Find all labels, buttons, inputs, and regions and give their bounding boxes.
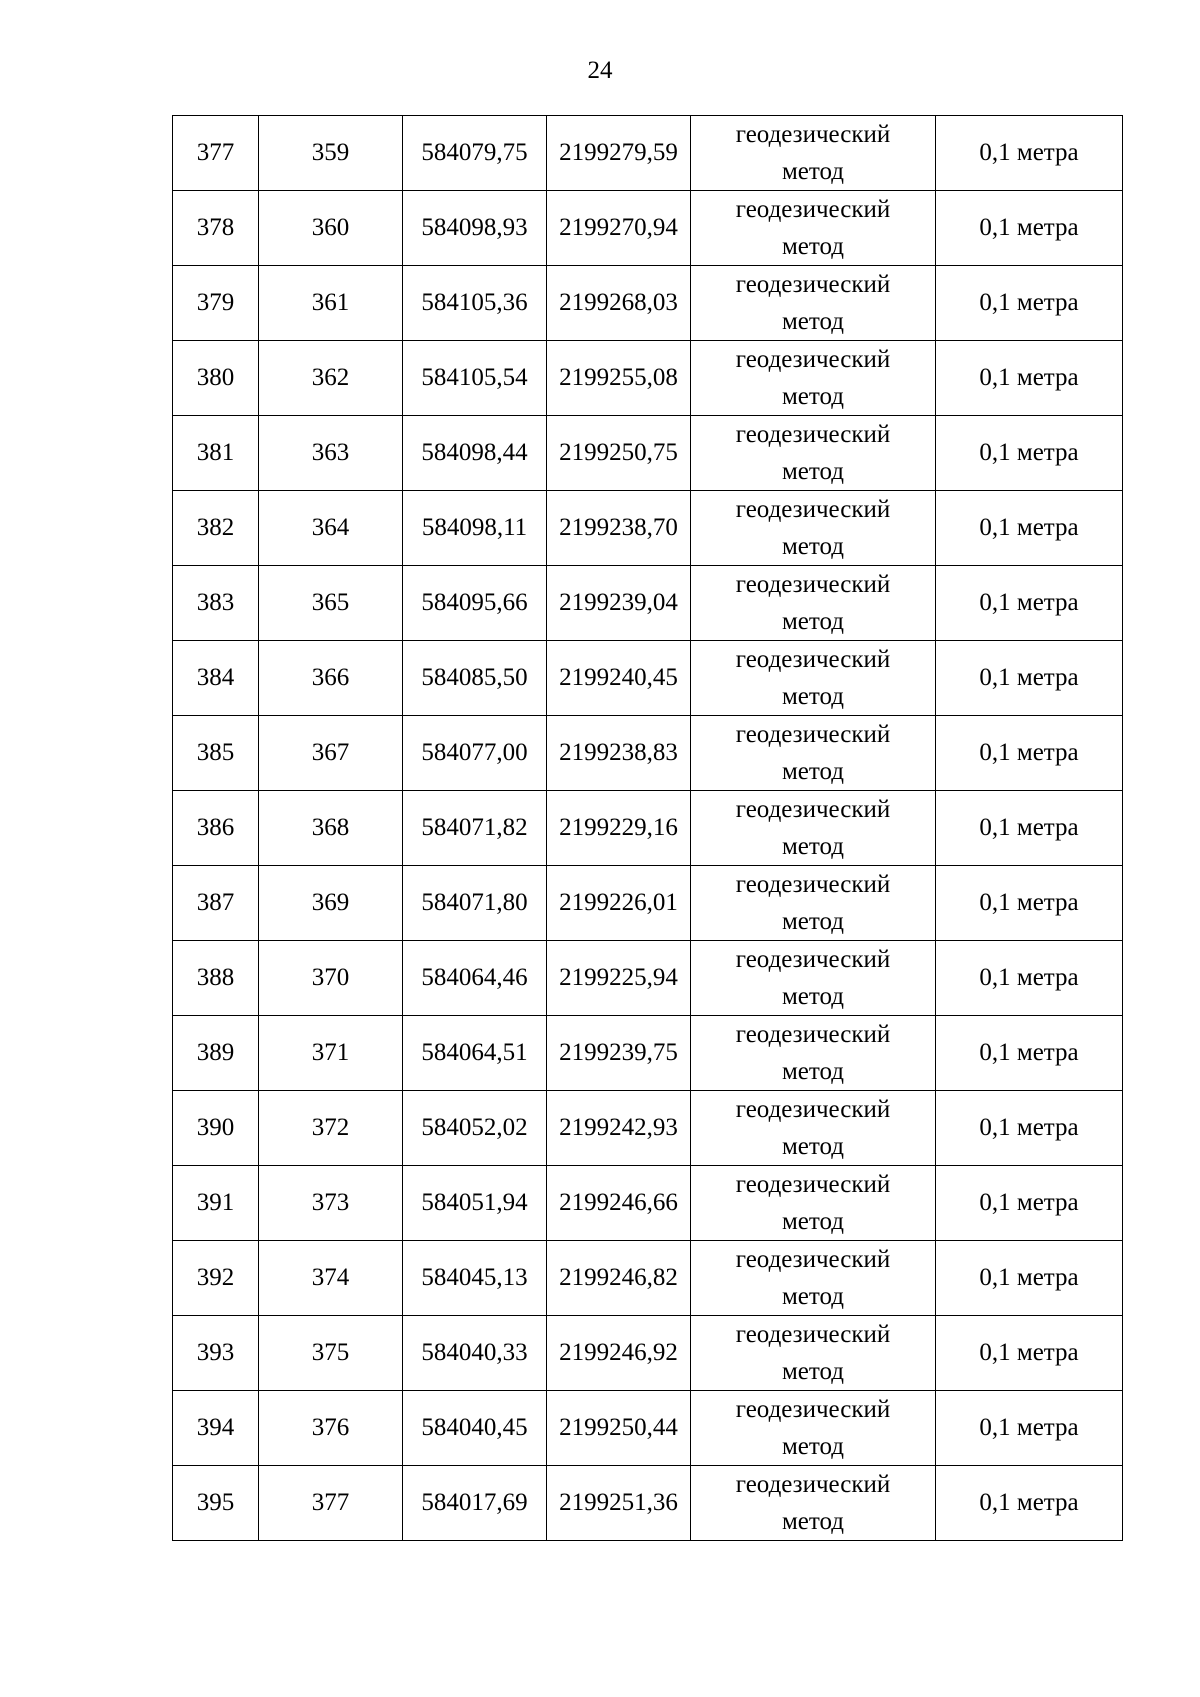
accuracy-cell: 0,1 метра xyxy=(936,641,1123,716)
row-number-cell: 393 xyxy=(173,1316,259,1391)
point-number-cell: 367 xyxy=(259,716,403,791)
x-coordinate-cell: 584040,45 xyxy=(403,1391,547,1466)
point-number-cell: 362 xyxy=(259,341,403,416)
x-coordinate-cell: 584071,82 xyxy=(403,791,547,866)
table-row xyxy=(173,1316,1123,1391)
table-row xyxy=(173,716,1123,791)
method-line-1: геодезический xyxy=(735,796,891,823)
table-row xyxy=(173,1091,1123,1166)
accuracy-cell: 0,1 метра xyxy=(936,491,1123,566)
table-row xyxy=(173,1241,1123,1316)
y-coordinate-cell: 2199246,82 xyxy=(547,1241,691,1316)
coordinates-table-body xyxy=(173,116,1123,1541)
accuracy-cell: 0,1 метра xyxy=(936,1391,1123,1466)
x-coordinate-cell: 584064,51 xyxy=(403,1016,547,1091)
point-number-cell: 372 xyxy=(259,1091,403,1166)
table-row xyxy=(173,1466,1123,1541)
table-row xyxy=(173,266,1123,341)
table-row xyxy=(173,1391,1123,1466)
x-coordinate-cell: 584079,75 xyxy=(403,116,547,191)
row-number-cell: 380 xyxy=(173,341,259,416)
method-line-1: геодезический xyxy=(735,571,891,598)
point-number-cell: 377 xyxy=(259,1466,403,1541)
point-number-cell: 369 xyxy=(259,866,403,941)
row-number-cell: 381 xyxy=(173,416,259,491)
x-coordinate-cell: 584040,33 xyxy=(403,1316,547,1391)
y-coordinate-cell: 2199239,75 xyxy=(547,1016,691,1091)
row-number-cell: 379 xyxy=(173,266,259,341)
method-line-2: метод xyxy=(781,158,844,185)
method-line-1: геодезический xyxy=(735,121,891,148)
method-line-2: метод xyxy=(781,683,844,710)
method-line-2: метод xyxy=(781,233,844,260)
x-coordinate-cell: 584095,66 xyxy=(403,566,547,641)
point-number-cell: 360 xyxy=(259,191,403,266)
accuracy-cell: 0,1 метра xyxy=(936,416,1123,491)
table-row xyxy=(173,1016,1123,1091)
method-cell xyxy=(691,191,936,266)
table-row xyxy=(173,866,1123,941)
method-cell xyxy=(691,566,936,641)
table-row xyxy=(173,116,1123,191)
method-line-2: метод xyxy=(781,1208,844,1235)
method-line-2: метод xyxy=(781,1058,844,1085)
accuracy-cell: 0,1 метра xyxy=(936,1241,1123,1316)
row-number-cell: 382 xyxy=(173,491,259,566)
method-line-1: геодезический xyxy=(735,871,891,898)
accuracy-cell: 0,1 метра xyxy=(936,1166,1123,1241)
x-coordinate-cell: 584051,94 xyxy=(403,1166,547,1241)
row-number-cell: 392 xyxy=(173,1241,259,1316)
x-coordinate-cell: 584017,69 xyxy=(403,1466,547,1541)
method-line-1: геодезический xyxy=(735,421,891,448)
row-number-cell: 385 xyxy=(173,716,259,791)
method-line-1: геодезический xyxy=(735,1471,891,1498)
accuracy-cell: 0,1 метра xyxy=(936,191,1123,266)
point-number-cell: 363 xyxy=(259,416,403,491)
y-coordinate-cell: 2199246,92 xyxy=(547,1316,691,1391)
point-number-cell: 371 xyxy=(259,1016,403,1091)
accuracy-cell: 0,1 метра xyxy=(936,1466,1123,1541)
method-line-1: геодезический xyxy=(735,271,891,298)
row-number-cell: 391 xyxy=(173,1166,259,1241)
row-number-cell: 390 xyxy=(173,1091,259,1166)
accuracy-cell: 0,1 метра xyxy=(936,791,1123,866)
method-line-2: метод xyxy=(781,1433,844,1460)
method-line-2: метод xyxy=(781,758,844,785)
table-row xyxy=(173,416,1123,491)
method-line-2: метод xyxy=(781,1358,844,1385)
method-cell xyxy=(691,1016,936,1091)
y-coordinate-cell: 2199225,94 xyxy=(547,941,691,1016)
method-cell xyxy=(691,866,936,941)
row-number-cell: 383 xyxy=(173,566,259,641)
method-cell xyxy=(691,1466,936,1541)
method-line-2: метод xyxy=(781,308,844,335)
y-coordinate-cell: 2199246,66 xyxy=(547,1166,691,1241)
table-row xyxy=(173,941,1123,1016)
x-coordinate-cell: 584071,80 xyxy=(403,866,547,941)
method-cell xyxy=(691,1391,936,1466)
row-number-cell: 377 xyxy=(173,116,259,191)
method-line-2: метод xyxy=(781,1283,844,1310)
y-coordinate-cell: 2199270,94 xyxy=(547,191,691,266)
row-number-cell: 388 xyxy=(173,941,259,1016)
point-number-cell: 373 xyxy=(259,1166,403,1241)
point-number-cell: 375 xyxy=(259,1316,403,1391)
table-row xyxy=(173,191,1123,266)
y-coordinate-cell: 2199226,01 xyxy=(547,866,691,941)
x-coordinate-cell: 584085,50 xyxy=(403,641,547,716)
accuracy-cell: 0,1 метра xyxy=(936,1016,1123,1091)
method-cell xyxy=(691,266,936,341)
table-row xyxy=(173,791,1123,866)
x-coordinate-cell: 584045,13 xyxy=(403,1241,547,1316)
accuracy-cell: 0,1 метра xyxy=(936,1316,1123,1391)
y-coordinate-cell: 2199238,83 xyxy=(547,716,691,791)
accuracy-cell: 0,1 метра xyxy=(936,266,1123,341)
method-line-2: метод xyxy=(781,533,844,560)
method-line-1: геодезический xyxy=(735,646,891,673)
method-line-2: метод xyxy=(781,383,844,410)
point-number-cell: 364 xyxy=(259,491,403,566)
method-line-2: метод xyxy=(781,458,844,485)
x-coordinate-cell: 584098,93 xyxy=(403,191,547,266)
y-coordinate-cell: 2199238,70 xyxy=(547,491,691,566)
method-line-1: геодезический xyxy=(735,1021,891,1048)
table-row xyxy=(173,641,1123,716)
method-cell xyxy=(691,416,936,491)
method-line-2: метод xyxy=(781,833,844,860)
point-number-cell: 361 xyxy=(259,266,403,341)
table-row xyxy=(173,491,1123,566)
method-cell xyxy=(691,491,936,566)
row-number-cell: 384 xyxy=(173,641,259,716)
y-coordinate-cell: 2199240,45 xyxy=(547,641,691,716)
coordinates-table xyxy=(172,115,1123,1541)
method-line-1: геодезический xyxy=(735,1096,891,1123)
method-cell xyxy=(691,791,936,866)
point-number-cell: 374 xyxy=(259,1241,403,1316)
point-number-cell: 376 xyxy=(259,1391,403,1466)
accuracy-cell: 0,1 метра xyxy=(936,566,1123,641)
method-cell xyxy=(691,1166,936,1241)
method-line-1: геодезический xyxy=(735,721,891,748)
method-line-1: геодезический xyxy=(735,196,891,223)
method-line-1: геодезический xyxy=(735,346,891,373)
y-coordinate-cell: 2199255,08 xyxy=(547,341,691,416)
method-cell xyxy=(691,1241,936,1316)
y-coordinate-cell: 2199250,75 xyxy=(547,416,691,491)
accuracy-cell: 0,1 метра xyxy=(936,341,1123,416)
x-coordinate-cell: 584052,02 xyxy=(403,1091,547,1166)
point-number-cell: 368 xyxy=(259,791,403,866)
row-number-cell: 394 xyxy=(173,1391,259,1466)
row-number-cell: 389 xyxy=(173,1016,259,1091)
point-number-cell: 366 xyxy=(259,641,403,716)
y-coordinate-cell: 2199268,03 xyxy=(547,266,691,341)
x-coordinate-cell: 584098,44 xyxy=(403,416,547,491)
row-number-cell: 386 xyxy=(173,791,259,866)
method-cell xyxy=(691,1316,936,1391)
method-cell xyxy=(691,1091,936,1166)
method-line-1: геодезический xyxy=(735,1171,891,1198)
method-cell xyxy=(691,641,936,716)
point-number-cell: 365 xyxy=(259,566,403,641)
accuracy-cell: 0,1 метра xyxy=(936,716,1123,791)
accuracy-cell: 0,1 метра xyxy=(936,1091,1123,1166)
method-line-1: геодезический xyxy=(735,1321,891,1348)
y-coordinate-cell: 2199250,44 xyxy=(547,1391,691,1466)
method-cell xyxy=(691,341,936,416)
y-coordinate-cell: 2199251,36 xyxy=(547,1466,691,1541)
table-row xyxy=(173,341,1123,416)
y-coordinate-cell: 2199229,16 xyxy=(547,791,691,866)
method-line-2: метод xyxy=(781,983,844,1010)
row-number-cell: 378 xyxy=(173,191,259,266)
row-number-cell: 395 xyxy=(173,1466,259,1541)
accuracy-cell: 0,1 метра xyxy=(936,116,1123,191)
x-coordinate-cell: 584064,46 xyxy=(403,941,547,1016)
method-line-2: метод xyxy=(781,1508,844,1535)
method-line-1: геодезический xyxy=(735,496,891,523)
method-cell xyxy=(691,116,936,191)
y-coordinate-cell: 2199242,93 xyxy=(547,1091,691,1166)
method-line-1: геодезический xyxy=(735,1246,891,1273)
page-number: 24 xyxy=(587,57,613,84)
method-line-2: метод xyxy=(781,908,844,935)
method-cell xyxy=(691,941,936,1016)
row-number-cell: 387 xyxy=(173,866,259,941)
accuracy-cell: 0,1 метра xyxy=(936,866,1123,941)
point-number-cell: 359 xyxy=(259,116,403,191)
x-coordinate-cell: 584077,00 xyxy=(403,716,547,791)
y-coordinate-cell: 2199239,04 xyxy=(547,566,691,641)
y-coordinate-cell: 2199279,59 xyxy=(547,116,691,191)
method-line-2: метод xyxy=(781,608,844,635)
table-row xyxy=(173,566,1123,641)
method-line-1: геодезический xyxy=(735,1396,891,1423)
x-coordinate-cell: 584105,54 xyxy=(403,341,547,416)
method-line-2: метод xyxy=(781,1133,844,1160)
accuracy-cell: 0,1 метра xyxy=(936,941,1123,1016)
method-line-1: геодезический xyxy=(735,946,891,973)
table-row xyxy=(173,1166,1123,1241)
x-coordinate-cell: 584098,11 xyxy=(403,491,547,566)
x-coordinate-cell: 584105,36 xyxy=(403,266,547,341)
point-number-cell: 370 xyxy=(259,941,403,1016)
method-cell xyxy=(691,716,936,791)
